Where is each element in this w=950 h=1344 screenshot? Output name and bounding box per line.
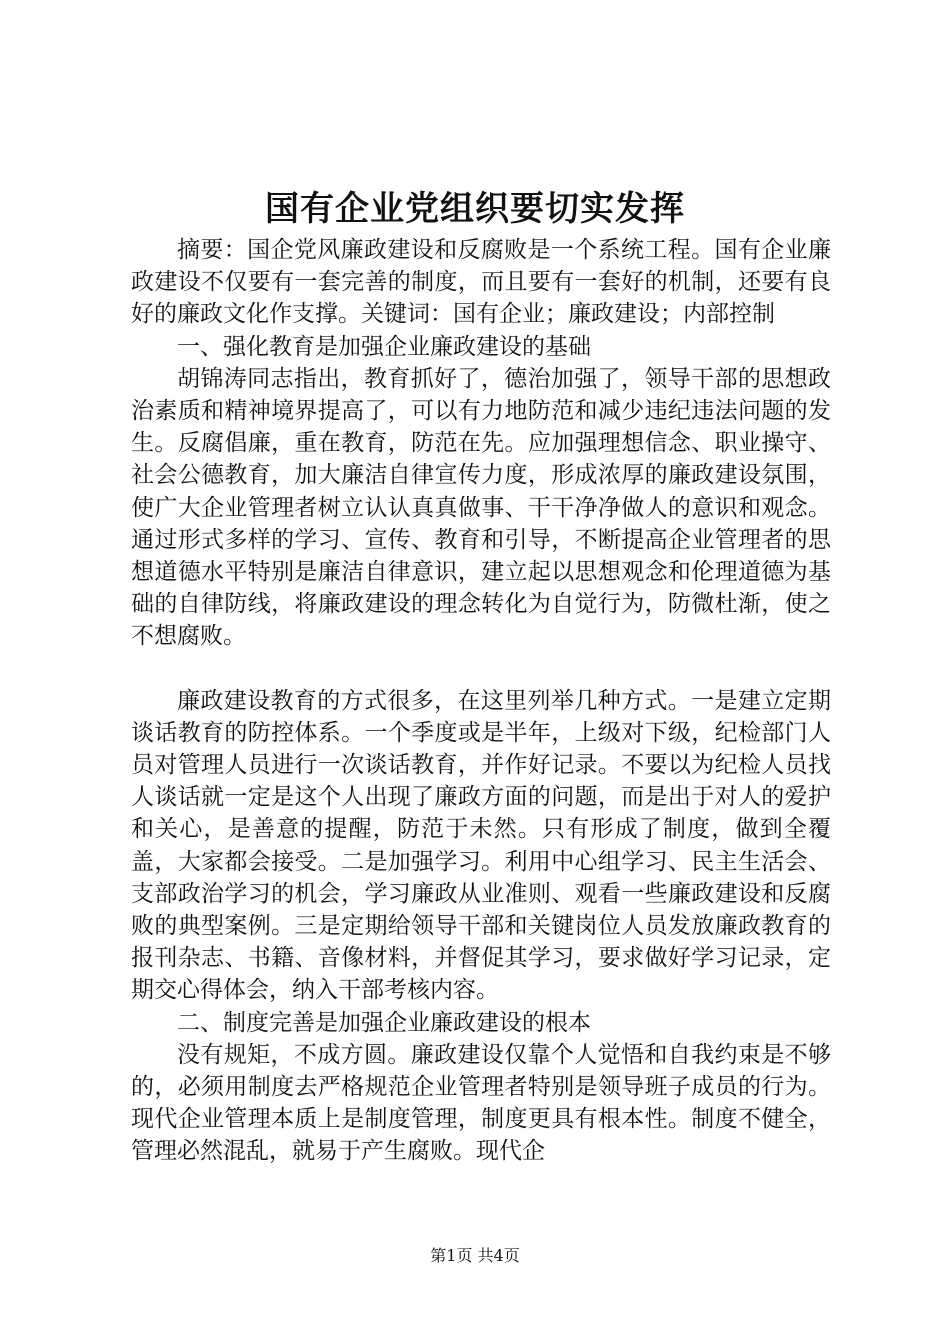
section-heading-1: 一、强化教育是加强企业廉政建设的基础: [177, 333, 591, 360]
body-paragraph-2: 廉政建设教育的方式很多，在这里列举几种方式。一是建立定期谈话教育的防控体系。一个季度或是半年，上级对下级，纪检部门人员对管理人员进行一次谈话教育，并作好记录。不要以为纪检人员找人谈话就一定是这个人出现了廉政方面的问题，而是出于对人的爱护和关心，是善意的提醒，防范于未然。只有形成了制度，做到全覆盖，大家都会接受。二是加强学习。利用中心组学习、民主生活会、支部政治学习的机会，学习廉政从业准则、观看一些廉政建设和反腐败的典型案例。三是定期给领导干部和关键岗位人员发放廉政教育的报刊杂志、书籍、音像材料，并督促其学习，要求做好学习记录，定期交心得体会，纳入干部考核内容。: [131, 687, 831, 1004]
document-body: [131, 234, 831, 1168]
body-paragraph-3: 没有规矩，不成方圆。廉政建设仅靠个人觉悟和自我约束是不够的，必须用制度去严格规范企业管理者特别是领导班子成员的行为。现代企业管理本质上是制度管理，制度更具有根本性。制度不健全，管理必然混乱，就易于产生腐败。现代企: [131, 1041, 831, 1165]
body-paragraph-1: 胡锦涛同志指出，教育抓好了，德治加强了，领导干部的思想政治素质和精神境界提高了，可以有力地防范和减少违纪违法问题的发生。反腐倡廉，重在教育，防范在先。应加强理想信念、职业操守、社会公德教育，加大廉洁自律宣传力度，形成浓厚的廉政建设氛围，使广大企业管理者树立认认真真做事、干干净净做人的意识和观念。通过形式多样的学习、宣传、教育和引导，不断提高企业管理者的思想道德水平特别是廉洁自律意识，建立起以思想观念和伦理道德为基础的自律防线，将廉政建设的理念转化为自觉行为，防微杜渐，使之不想腐败。: [131, 365, 831, 650]
page-footer: 第1页 共4页: [430, 1246, 520, 1265]
section-heading-2: 二、制度完善是加强企业廉政建设的根本: [177, 1009, 591, 1036]
document-title: 国有企业党组织要切实发挥: [265, 189, 685, 229]
paragraph-gap: [131, 653, 831, 685]
abstract-paragraph: 摘要：国企党风廉政建设和反腐败是一个系统工程。国有企业廉政建设不仅要有一套完善的制度，而且要有一套好的机制，还要有良好的廉政文化作支撑。关键词：国有企业；廉政建设；内部控制: [131, 237, 831, 328]
